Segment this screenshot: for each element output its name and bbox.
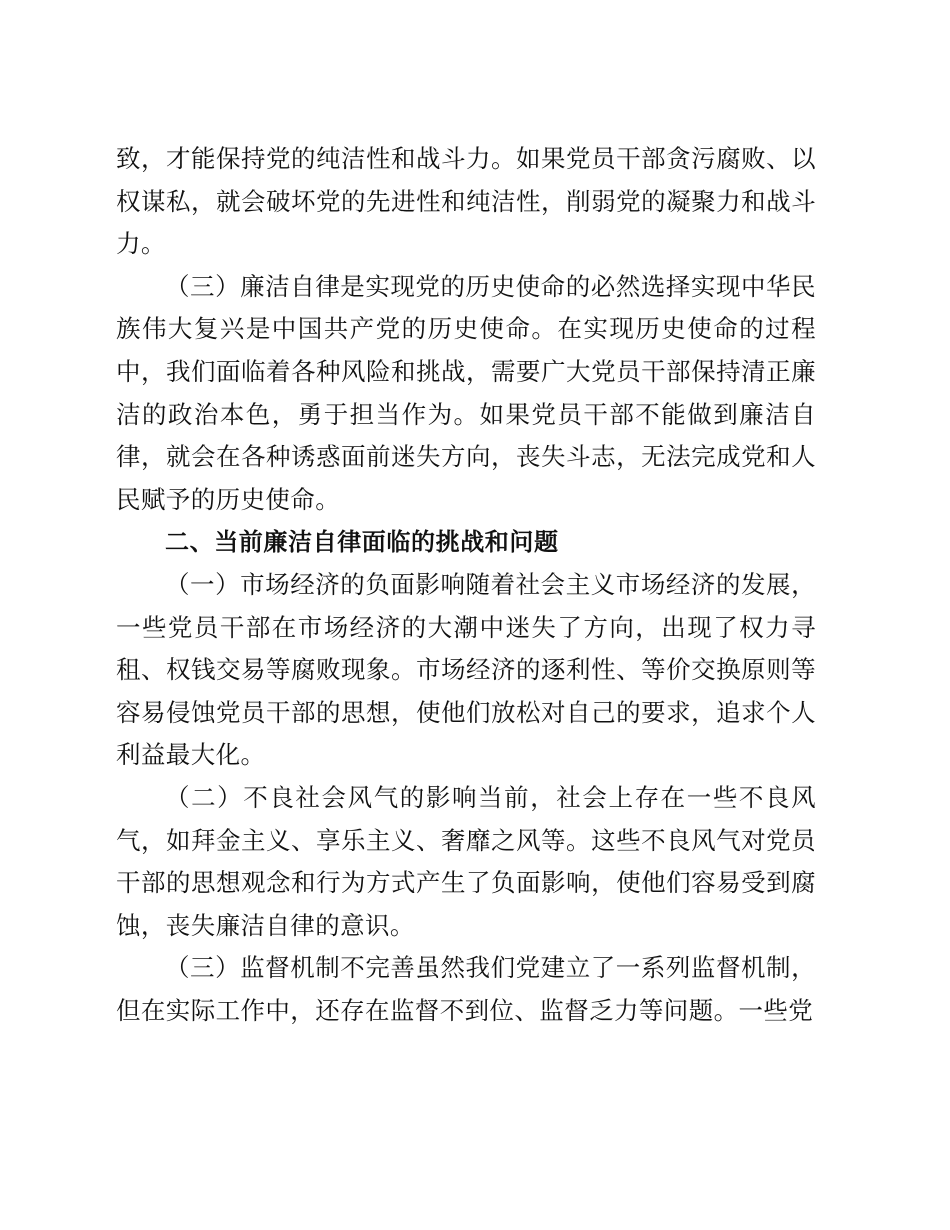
paragraph-subsection-2: （二）不良社会风气的影响当前，社会上存在一些不良风气，如拜金主义、享乐主义、奢靡之风等。这些不良风气对党员干部的思想观念和行为方式产生了负面影响，使他们容易受到腐蚀，丧失廉洁自律的意识。 bbox=[116, 782, 816, 940]
section-heading-2: 二、当前廉洁自律面临的挑战和问题 bbox=[165, 528, 559, 557]
paragraph-section-3: （三）廉洁自律是实现党的历史使命的必然选择实现中华民族伟大复兴是中国共产党的历史使命。在实现历史使命的过程中，我们面临着各种风险和挑战，需要广大党员干部保持清正廉洁的政治本色，勇于担当作为。如果党员干部不能做到廉洁自律，就会在各种诱惑面前迷失方向，丧失斗志，无法完成党和人民赋予的历史使命。 bbox=[116, 271, 816, 514]
document-body bbox=[116, 138, 816, 1032]
paragraph-continuation: 致，才能保持党的纯洁性和战斗力。如果党员干部贪污腐败、以权谋私，就会破坏党的先进性和纯洁性，削弱党的凝聚力和战斗力。 bbox=[116, 144, 816, 259]
paragraph-subsection-1: （一）市场经济的负面影响随着社会主义市场经济的发展，一些党员干部在市场经济的大潮中迷失了方向，出现了权力寻租、权钱交易等腐败现象。市场经济的逐利性、等价交换原则等容易侵蚀党员干部的思想，使他们放松对自己的要求，追求个人利益最大化。 bbox=[116, 569, 816, 770]
paragraph-subsection-3: （三）监督机制不完善虽然我们党建立了一系列监督机制，但在实际工作中，还存在监督不到位、监督乏力等问题。一些党 bbox=[116, 953, 816, 1025]
